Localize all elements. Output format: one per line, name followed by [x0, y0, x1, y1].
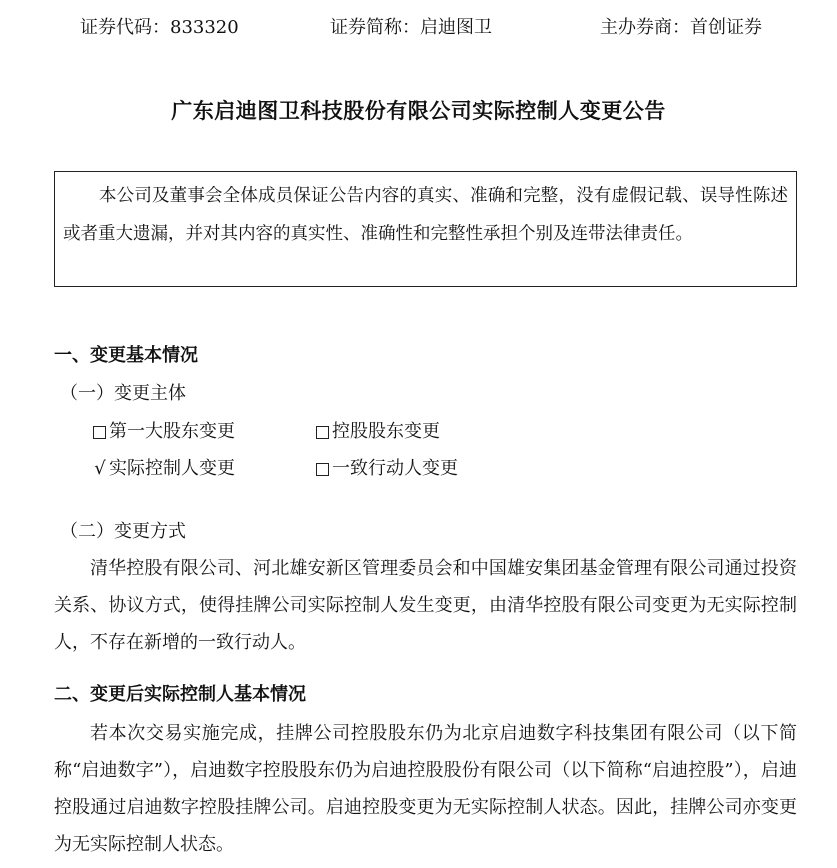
checkbox-icon — [316, 426, 329, 439]
checkmark-icon: √ — [94, 458, 106, 479]
option-concerted-party-change — [316, 455, 458, 483]
option-largest-shareholder-change — [93, 418, 235, 446]
document-title: 广东启迪图卫科技股份有限公司实际控制人变更公告 — [171, 98, 666, 123]
option-controlling-shareholder-change — [316, 418, 440, 446]
option-actual-controller-change — [93, 455, 235, 483]
checkbox-icon — [93, 426, 106, 439]
change-method-paragraph: 清华控股有限公司、河北雄安新区管理委员会和中国雄安集团基金管理有限公司通过投资关系、协议方式，使得挂牌公司实际控制人发生变更，由清华控股有限公司变更为无实际控制人，不存在新增的一致行动人。 — [54, 558, 797, 653]
subsection-change-method: （二）变更方式 — [60, 521, 186, 542]
option-label: 实际控制人变更 — [109, 458, 235, 479]
disclaimer-box: 本公司及董事会全体成员保证公告内容的真实、准确和完整，没有虚假记载、误导性陈述或者重大遗漏，并对其内容的真实性、准确性和完整性承担个别及连带法律责任。 — [54, 171, 797, 287]
document-header — [0, 14, 837, 42]
option-label: 一致行动人变更 — [332, 458, 458, 479]
subsection-change-subject: （一）变更主体 — [60, 383, 186, 404]
sponsor-broker: 主办券商：首创证券 — [600, 17, 762, 38]
checkbox-icon — [316, 463, 329, 476]
security-code: 证券代码：833320 — [80, 17, 239, 38]
security-name: 证券简称：启迪图卫 — [330, 17, 492, 38]
section-1-heading: 一、变更基本情况 — [54, 345, 198, 366]
option-label: 第一大股东变更 — [109, 421, 235, 442]
new-controller-paragraph: 若本次交易实施完成，挂牌公司控股股东仍为北京启迪数字科技集团有限公司（以下简称“启迪数字”），启迪数字控股股东仍为启迪控股股份有限公司（以下简称“启迪控股”），启迪控股通过启迪数字控股挂牌公司。启迪控股变更为无实际控制人状态。因此，挂牌公司亦变更为无实际控制人状态。 — [54, 723, 797, 855]
section-2-heading: 二、变更后实际控制人基本情况 — [54, 684, 306, 705]
option-label: 控股股东变更 — [332, 421, 440, 442]
